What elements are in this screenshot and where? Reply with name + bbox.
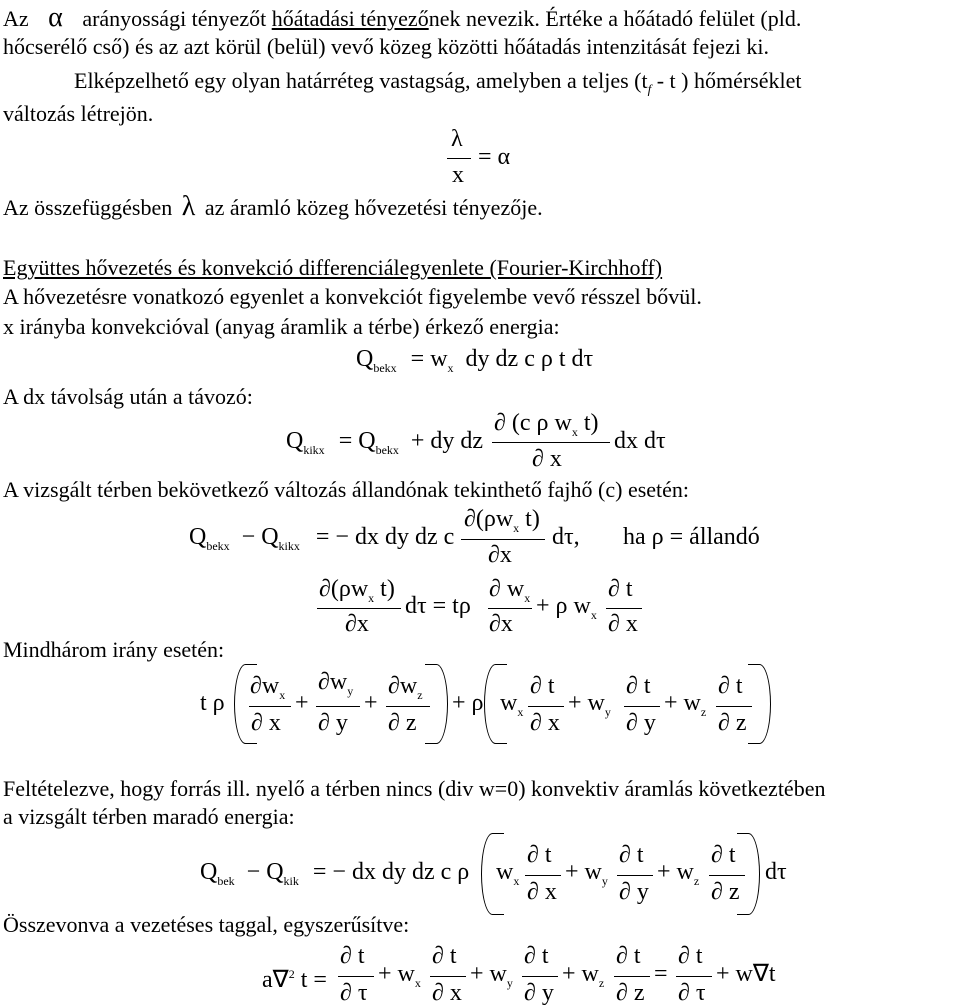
eq8-d3: ∂ y [524, 980, 554, 1006]
eq6-dt2: ∂ t [626, 673, 651, 699]
eq3-denominator: ∂ x [532, 446, 562, 472]
eq6-m1 [568, 689, 611, 726]
eq8-p3-text: + w [562, 961, 599, 987]
eq5-num: ∂(ρw [319, 576, 369, 602]
eq6-n3sub: z [417, 687, 423, 702]
eq4-eq: = − dx dy dz c [315, 524, 455, 550]
eq5-numerator-3: ∂ t [608, 576, 633, 602]
eq8-frac-1 [338, 976, 374, 977]
eq7-w1-text: w [496, 859, 514, 885]
eq3-lhs [286, 427, 483, 464]
eq6-dx1: ∂ x [530, 710, 560, 736]
eq6-frac-6 [716, 706, 752, 707]
eq5-denominator-2: ∂x [489, 611, 513, 637]
eq6-w1-text: w [500, 690, 518, 716]
eq6-n2sub: y [347, 683, 354, 698]
eq3-tail: dx dτ [614, 428, 666, 454]
paragraph-line-3 [74, 67, 802, 103]
eq4-tail: dτ, [552, 524, 580, 550]
eq6-right-paren-2 [748, 664, 771, 744]
eq3-fraction-bar [492, 442, 610, 443]
eq8-p2sub: y [506, 975, 513, 990]
eq4-numerator [464, 505, 540, 542]
eq6-n3-text: ∂w [388, 673, 418, 699]
paragraph-line-8: x irányba konvekcióval (anyag áramlik a térbe) érkező energia: [3, 314, 560, 339]
eq6-n1 [250, 672, 285, 709]
eq7-tail: dτ [765, 859, 787, 885]
eq8-d1: ∂ τ [340, 980, 368, 1006]
paragraph-line-5 [3, 193, 543, 222]
eq6-dx2: ∂ y [626, 710, 656, 736]
eq8-t: t = [294, 967, 327, 993]
eq7-lhs [200, 858, 469, 895]
eq8-n2: ∂ t [432, 943, 457, 969]
eq5-n2sub: x [524, 590, 531, 605]
eq4-fraction-bar [461, 539, 545, 540]
text-osszefuggesben: Az összefüggésben [3, 195, 173, 220]
eq7-m1 [565, 858, 608, 895]
eq4-sub2: kikx [278, 538, 300, 553]
eq6-m1-text: + w [568, 690, 605, 716]
eq8-d2: ∂ x [432, 980, 462, 1006]
eq7-dx1: ∂ x [527, 879, 557, 905]
eq6-m1sub: y [604, 704, 611, 719]
eq5-fraction-bar-2 [488, 608, 532, 609]
paragraph-line-2: hőcserélő cső) és az azt körül (belül) vevő közeg közötti hőátadás intenzitását fejezi ki. [3, 34, 770, 59]
eq2-q: Q [356, 346, 374, 372]
eq6-p2: + [364, 690, 378, 716]
text-az: Az [3, 6, 29, 31]
eq6-frac-3 [386, 706, 430, 707]
eq4-numsub: x [513, 520, 520, 535]
eq6-n1sub: x [279, 687, 286, 702]
eq6-m2 [664, 689, 706, 726]
eq7-m2-text: + w [657, 859, 694, 885]
eq4-minus: − Q [241, 524, 279, 550]
eq7-m1sub: y [601, 873, 608, 888]
eq6-d1: ∂ x [251, 710, 281, 736]
eq3-numend: t) [577, 410, 599, 436]
eq5-fraction-bar-1 [317, 608, 401, 609]
eq4-numend: t) [519, 506, 540, 532]
eq6-frac-5 [624, 706, 660, 707]
eq2-sub: bekx [373, 360, 397, 375]
eq4-lhs [189, 523, 454, 560]
paragraph-line-10: A vizsgált térben bekövetkező változás állandónak tekinthető fajhő (c) esetén: [3, 477, 690, 502]
eq5-denominator: ∂x [345, 611, 369, 637]
eq5-fraction-bar-3 [606, 608, 642, 609]
eq7-w1 [496, 858, 519, 895]
eq6-w1sub: x [517, 704, 524, 719]
eq8-frac-2 [430, 976, 466, 977]
eq6-m2sub: z [700, 704, 707, 719]
eq5-numend: t) [374, 576, 395, 602]
paragraph-line-9: A dx távolság után a távozó: [3, 384, 253, 409]
paragraph-line-13: a vizsgált térben maradó energia: [3, 804, 295, 829]
eq6-w1 [500, 689, 523, 726]
eq7-eq: = − dx dy dz c ρ [312, 859, 470, 885]
text-homerseklet: - t ) hőmérséklet [651, 68, 802, 93]
eq8-sup: 2 [288, 967, 295, 981]
eq7-m2sub: z [693, 873, 700, 888]
eq6-n3 [388, 672, 423, 709]
eq6-d2: ∂ y [318, 710, 348, 736]
eq6-right-paren-1 [425, 664, 448, 744]
eq6-m2-text: + w [664, 690, 701, 716]
eq7-q1: Q [200, 859, 218, 885]
eq1-denominator: x [452, 162, 464, 188]
text-arany: arányossági tényezőt [82, 6, 267, 31]
eq4-condition: ha ρ = állandó [623, 524, 760, 550]
eq8-d5: ∂ τ [678, 980, 706, 1006]
eq6-dt3: ∂ t [718, 673, 743, 699]
eq4-q1: Q [189, 524, 207, 550]
eq8-d4: ∂ z [616, 980, 645, 1006]
eq7-dt3: ∂ t [711, 842, 736, 868]
eq8-lhs-text: a∇ [262, 967, 289, 993]
eq6-p3: + ρ [452, 690, 484, 716]
alpha-symbol: α [48, 2, 63, 33]
eq8-n4: ∂ t [616, 943, 641, 969]
eq8-eq: = [654, 961, 668, 987]
eq5-psub: x [590, 607, 597, 622]
eq8-frac-3 [522, 976, 558, 977]
text-aramlo-kozeg: az áramló közeg hővezetési tényezője. [204, 195, 543, 220]
eq2-wsub: x [447, 360, 454, 375]
eq7-dt1: ∂ t [527, 842, 552, 868]
eq5-numsub: x [368, 590, 375, 605]
eq3-numerator [494, 409, 598, 446]
eq7-right-paren [737, 833, 760, 915]
eq6-n2-text: ∂w [318, 669, 348, 695]
eq8-n1: ∂ t [340, 943, 365, 969]
eq1-fraction-bar [447, 158, 471, 159]
text-nevezik: nek nevezik. Értéke a hőátadó felület (pld. [428, 6, 802, 31]
text-elkepzelheto: Elképzelhető egy olyan határréteg vastagság, amelyben a teljes (t [74, 68, 648, 93]
eq3-sub2: bekx [375, 442, 399, 457]
eq4-num: ∂(ρw [464, 506, 514, 532]
eq8-lhs [262, 960, 327, 994]
eq7-w1sub: x [513, 873, 520, 888]
eq2-rest: dy dz c ρ t dτ [465, 346, 594, 372]
paragraph-line-12: Feltételezve, hogy forrás ill. nyelő a térben nincs (div w=0) konvektiv áramlás következtében [3, 776, 826, 801]
eq6-frac-1 [249, 706, 291, 707]
subscript-f: f [647, 81, 652, 97]
eq6-prefix: t ρ [200, 690, 225, 716]
paragraph-line-11: Mindhárom irány esetén: [3, 637, 225, 662]
eq7-frac-2 [617, 875, 653, 876]
eq1-numerator: λ [451, 126, 463, 152]
eq6-n1-text: ∂w [250, 673, 280, 699]
eq1-rhs: = α [478, 144, 511, 170]
eq8-tail: + w∇t [716, 961, 776, 987]
eq2-rhs: = w [410, 346, 448, 372]
eq7-m1-text: + w [565, 859, 602, 885]
eq4-denominator: ∂x [488, 542, 512, 568]
eq7-dx3: ∂ z [711, 879, 740, 905]
eq4-sub1: bekx [206, 538, 230, 553]
eq7-sub2: kik [283, 873, 299, 888]
eq3-eq: = Q [338, 428, 376, 454]
eq8-p3sub: z [598, 975, 605, 990]
eq8-p2-text: + w [470, 961, 507, 987]
eq3-q: Q [286, 428, 304, 454]
eq8-p1 [378, 960, 421, 997]
eq5-denominator-3: ∂ x [608, 611, 638, 637]
eq7-frac-1 [525, 875, 561, 876]
eq5-n2: ∂ w [489, 576, 525, 602]
eq7-m2 [657, 858, 699, 895]
paragraph-line-1 [3, 4, 801, 33]
lambda-symbol: λ [181, 191, 196, 222]
eq8-p3 [562, 960, 604, 997]
eq6-dx3: ∂ z [718, 710, 747, 736]
eq3-sub: kikx [303, 442, 325, 457]
eq3-num: ∂ (c ρ w [494, 410, 572, 436]
eq7-sub1: bek [217, 873, 235, 888]
eq8-p1-text: + w [378, 961, 415, 987]
text-hoatadasi-tenyezo: hőátadási tényező [271, 6, 429, 31]
eq5-numerator-2 [489, 575, 530, 612]
eq5-plus-text: + ρ w [536, 593, 591, 619]
eq3-plus: + dy dz [410, 428, 484, 454]
eq6-d3: ∂ z [388, 710, 417, 736]
eq7-dx2: ∂ y [619, 879, 649, 905]
eq8-p2 [470, 960, 513, 997]
paragraph-line-7: A hővezetésre vonatkozó egyenlet a konvekciót figyelembe vevő résszel bővül. [3, 284, 702, 309]
eq6-frac-2 [316, 706, 360, 707]
eq7-minus: − Q [246, 859, 284, 885]
section-heading: Együttes hővezetés és konvekció differenciálegyenlete (Fourier-Kirchhoff) [3, 255, 663, 280]
eq2 [356, 345, 593, 382]
eq5-numerator [319, 575, 395, 612]
eq8-n3: ∂ t [524, 943, 549, 969]
eq6-dt1: ∂ t [530, 673, 555, 699]
paragraph-line-4: változás létrejön. [3, 101, 154, 126]
eq7-dt2: ∂ t [619, 842, 644, 868]
eq6-p1: + [295, 690, 309, 716]
eq3-numsub: x [571, 424, 578, 439]
eq8-n5: ∂ t [678, 943, 703, 969]
eq8-p1sub: x [414, 975, 421, 990]
eq6-n2 [318, 668, 353, 705]
eq8-frac-4 [614, 976, 650, 977]
paragraph-line-14: Összevonva a vezetéses taggal, egyszerűsítve: [3, 912, 410, 937]
eq5-plus [536, 592, 597, 629]
eq6-frac-4 [528, 706, 564, 707]
eq8-frac-5 [676, 976, 712, 977]
eq5-mid: dτ = tρ [405, 593, 471, 619]
